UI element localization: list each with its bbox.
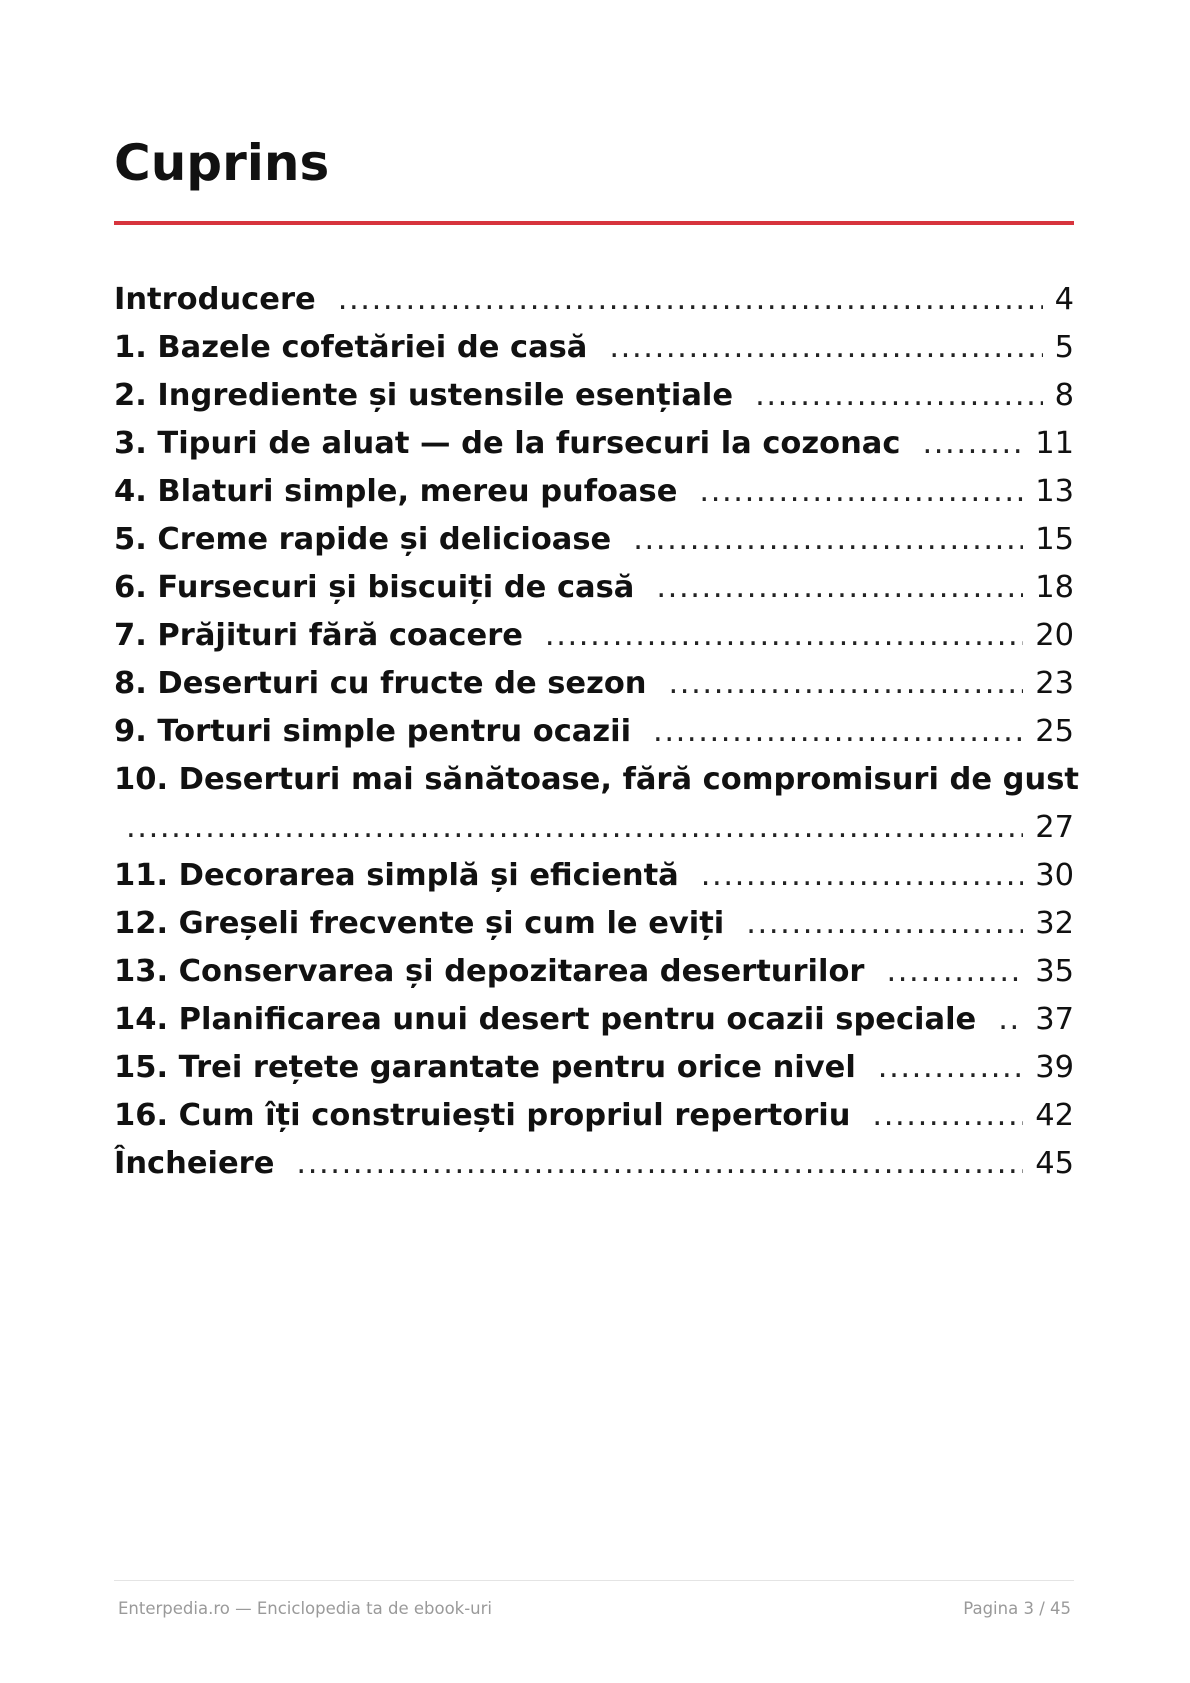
toc-entry-page: 35: [1035, 954, 1074, 989]
toc-entry-chapter-12[interactable]: [114, 900, 1074, 948]
toc-entry-title: 13. Conservarea și depozitarea deserturilor: [114, 954, 865, 989]
dot-leader: [922, 420, 1023, 468]
dot-leader: [633, 516, 1023, 564]
toc-entry-page: 13: [1035, 474, 1074, 509]
toc-entry-page: 45: [1035, 1146, 1074, 1181]
toc-entry-title: 8. Deserturi cu fructe de sezon: [114, 666, 647, 701]
toc-entry-title: Introducere: [114, 282, 316, 317]
toc-entry-chapter-1[interactable]: [114, 324, 1074, 372]
dot-leader: [653, 708, 1023, 756]
dot-leader: [126, 804, 1023, 852]
toc-entry-title: 9. Torturi simple pentru ocazii: [114, 714, 632, 749]
toc-entry-title: 7. Prăjituri fără coacere: [114, 618, 523, 653]
toc-entry-page: 37: [1035, 1002, 1074, 1037]
toc-entry-chapter-10[interactable]: [114, 756, 1079, 852]
toc-entry-title: 1. Bazele cofetăriei de casă: [114, 330, 588, 365]
dot-leader: [998, 996, 1023, 1044]
toc-entry-title: 5. Creme rapide și delicioase: [114, 522, 612, 557]
toc-entry-page: 30: [1035, 858, 1074, 893]
toc-entry-chapter-9[interactable]: [114, 708, 1074, 756]
toc-entry-introducere[interactable]: [114, 276, 1074, 324]
dot-leader: [872, 1092, 1023, 1140]
toc-entry-chapter-3[interactable]: [114, 420, 1074, 468]
toc-entry-page: 23: [1035, 666, 1074, 701]
toc-entry-page: 27: [1035, 810, 1074, 845]
toc-entry-page: 25: [1035, 714, 1074, 749]
toc-entry-title: 6. Fursecuri și biscuiți de casă: [114, 570, 635, 605]
toc-entry-page: 4: [1054, 282, 1074, 317]
toc-entry-title: 10. Deserturi mai sănătoase, fără compromisuri de gust: [114, 762, 1079, 797]
toc-entry-chapter-11[interactable]: [114, 852, 1074, 900]
dot-leader: [755, 372, 1043, 420]
toc-entry-chapter-7[interactable]: [114, 612, 1074, 660]
dot-leader: [699, 468, 1023, 516]
dot-leader: [545, 612, 1023, 660]
footer-page-number: Pagina 3 / 45: [963, 1599, 1071, 1618]
table-of-contents: [114, 276, 1079, 1188]
page-title: Cuprins: [114, 134, 330, 192]
toc-entry-chapter-2[interactable]: [114, 372, 1074, 420]
footer-site-tagline: Enterpedia.ro — Enciclopedia ta de ebook-uri: [118, 1599, 493, 1618]
dot-leader: [701, 852, 1023, 900]
dot-leader: [296, 1140, 1023, 1188]
toc-entry-page: 15: [1035, 522, 1074, 557]
dot-leader: [746, 900, 1023, 948]
toc-entry-title: 2. Ingrediente și ustensile esențiale: [114, 378, 734, 413]
toc-entry-title: 3. Tipuri de aluat — de la fursecuri la cozonac: [114, 426, 901, 461]
toc-entry-page: 32: [1035, 906, 1074, 941]
toc-entry-page: 18: [1035, 570, 1074, 605]
dot-leader: [669, 660, 1024, 708]
toc-entry-title: 14. Planificarea unui desert pentru ocazii speciale: [114, 1002, 977, 1037]
title-divider: [114, 221, 1074, 225]
toc-entry-chapter-8[interactable]: [114, 660, 1074, 708]
dot-leader: [338, 276, 1043, 324]
toc-entry-page: 20: [1035, 618, 1074, 653]
footer-divider: [114, 1580, 1074, 1581]
toc-entry-chapter-6[interactable]: [114, 564, 1074, 612]
toc-entry-page: 39: [1035, 1050, 1074, 1085]
dot-leader: [609, 324, 1042, 372]
toc-entry-chapter-14[interactable]: [114, 996, 1074, 1044]
dot-leader: [656, 564, 1023, 612]
toc-entry-page: 8: [1054, 378, 1074, 413]
toc-entry-title: 16. Cum îți construiești propriul repertoriu: [114, 1098, 851, 1133]
toc-entry-title: Încheiere: [114, 1146, 275, 1181]
toc-entry-title: 4. Blaturi simple, mereu pufoase: [114, 474, 678, 509]
toc-entry-chapter-5[interactable]: [114, 516, 1074, 564]
toc-entry-chapter-4[interactable]: [114, 468, 1074, 516]
toc-entry-title: 15. Trei rețete garantate pentru orice nivel: [114, 1050, 856, 1085]
dot-leader: [886, 948, 1023, 996]
toc-entry-chapter-13[interactable]: [114, 948, 1074, 996]
toc-entry-continuation: [114, 804, 1074, 852]
toc-entry-chapter-15[interactable]: [114, 1044, 1074, 1092]
toc-entry-page: 5: [1054, 330, 1074, 365]
toc-entry-chapter-16[interactable]: [114, 1092, 1074, 1140]
toc-entry-title: 12. Greșeli frecvente și cum le eviți: [114, 906, 725, 941]
toc-entry-page: 42: [1035, 1098, 1074, 1133]
toc-entry-title: 11. Decorarea simplă și eficientă: [114, 858, 679, 893]
toc-entry-page: 11: [1035, 426, 1074, 461]
dot-leader: [878, 1044, 1023, 1092]
toc-entry-incheiere[interactable]: [114, 1140, 1074, 1188]
